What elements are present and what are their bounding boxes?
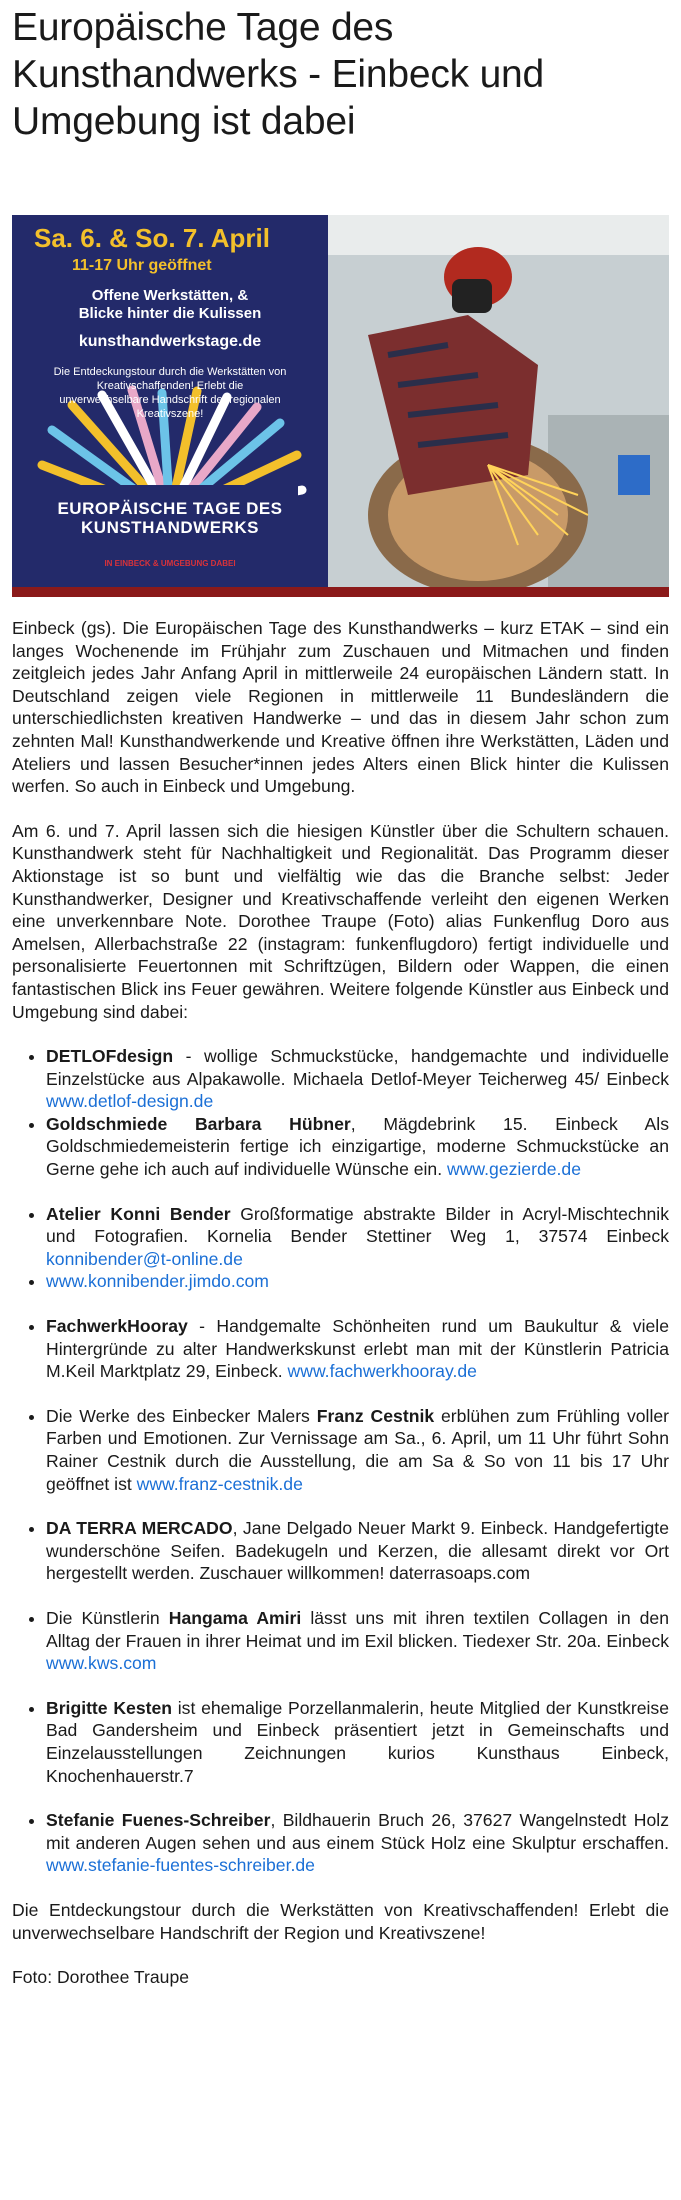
intro-paragraph: Einbeck (gs). Die Europäischen Tage des Kunsthandwerks – kurz ETAK – sind ein langes Wochenende im Frühjahr zum Zuschauen und Mitmachen und finden zeitgleich jedes Jahr Anfang April in mittlerweile 24 europäischen Ländern statt. In Deutschland zeigen viele Regionen in mittlerweile 11 Bundesländern die unterschiedlichsten kreativen Handwerke – und das in diesem Jahr schon zum zehnten Mal! Kunsthandwerkende und Kreative öffnen ihre Werkstätten, Läden und Ateliers und lassen Besucher*innen jedes Alters einen Blick hinter die Kulissen werfen. So auch in Einbeck und Umgebung. [12,618,669,797]
artist-link[interactable]: www.stefanie-fuentes-schreiber.de [46,1855,315,1876]
poster-url: kunsthandwerkstage.de [78,333,262,350]
hero-image [12,215,669,597]
artist-name: FachwerkHooray [46,1316,188,1337]
artist-description: erblühen zum Frühling voller Farben und Emotionen. Zur Vernissage am Sa., 6. April, um 11 Uhr führt Sohn Rainer Cestnik durch die Ausstellung, die am Sa & So von 11 bis 17 Uhr geöffnet ist [46,1405,669,1494]
closing-paragraph: Die Entdeckungstour durch die Werkstätten von Kreativschaffenden! Erlebt die unverwechselbare Handschrift der Region und Kreativszene! [12,1899,669,1943]
artist-name: Brigitte Kesten [46,1697,172,1718]
event-poster [12,215,328,587]
list-item [46,1270,669,1293]
poster-date: Sa. 6. & So. 7. April [34,223,270,253]
list-item [46,1697,669,1787]
article-title: Europäische Tage des Kunsthandwerks - Einbeck und Umgebung ist dabei [12,6,545,143]
artist-description: , Jane Delgado Neuer Markt 9. Einbeck. Handgefertigte wunderschöne Seifen. Badekugeln und Kerzen, die allesamt direkt vor Ort hergestellt werden. Zuschauer willkommen! daterrasoaps.com [46,1518,669,1584]
poster-subtitle: IN EINBECK & UMGEBUNG DABEI [104,559,236,568]
artist-link[interactable]: www.detlof-design.de [46,1091,214,1112]
list-item [46,1405,669,1495]
list-item [46,1203,669,1271]
poster-description: Die Entdeckungstour durch die Werkstätten von Kreativschaffenden! Erlebt die unverwechselbare Handschrift der regionalen Kreativszene! [53,366,287,420]
artist-description: Großformatige abstrakte Bilder in Acryl-Mischtechnik und Fotografien. Kornelia Bender Stettiner Weg 1, 37574 Einbeck [46,1203,670,1247]
artist-link[interactable]: www.konnibender.jimdo.com [46,1271,269,1292]
artist-description: lässt uns mit ihren textilen Collagen in den Alltag der Frauen in ihrer Heimat und im Exil blicken. Tiedexer Str. 20a. Einbeck [46,1607,669,1651]
list-item [46,1113,669,1181]
artist-name: Goldschmiede Barbara Hübner [46,1113,351,1134]
welder-illustration [328,215,669,587]
article-body [12,617,669,1989]
program-paragraph: Am 6. und 7. April lassen sich die hiesigen Künstler über die Schultern schauen. Kunsthandwerk steht für Nachhaltigkeit und Regionalität. Das Programm dieser Aktionstage ist so bunt und vielfältig wie das die Branche selbst: Jeder Kunsthandwerker, Designer und Kreativschaffende verleiht den eigenen Werken eine unverkennbare Note. Dorothee Traupe (Foto) alias Funkenflug Doro aus Amelsen, Allerbachstraße 22 (instagram: funkenflugdoro) fertigt individuelle und personalisierte Feuertonnen mit Schriftzügen, Bildern oder Wappen, die einen fantastischen Blick ins Feuer gewähren. Weitere folgende Künstler aus Einbeck und Umgebung sind dabei: [12,820,669,1022]
artist-description: , Mägdebrink 15. Einbeck Als Goldschmiedemeisterin fertige ich einzigartige, moderne Schmuckstücke an Gerne gehe ich auch auf individuelle Wünsche ein. [46,1113,669,1180]
list-item [46,1315,669,1383]
list-item [46,1045,669,1113]
artist-link[interactable]: www.kws.com [46,1653,157,1674]
artist-link[interactable]: www.gezierde.de [447,1159,581,1180]
list-item [46,1517,669,1585]
list-item [46,1809,669,1877]
artist-link[interactable]: www.fachwerkhooray.de [287,1361,477,1382]
artist-link[interactable]: konnibender@t-online.de [46,1248,243,1269]
poster-title: EUROPÄISCHE TAGE DES KUNSTHANDWERKS [57,499,283,537]
poster-time: 11-17 Uhr geöffnet [72,257,212,274]
artist-name: Atelier Konni Bender [46,1203,231,1224]
artist-link[interactable]: www.franz-cestnik.de [136,1473,303,1494]
artist-description: , Bildhauerin Bruch 26, 37627 Wangelnstedt Holz mit anderen Augen sehen und aus einem Stück Holz eine Skulptur erschaffen. [46,1810,670,1853]
poster-open-workshops: Offene Werkstätten, & Blicke hinter die Kulissen [78,287,262,322]
artist-name: DA TERRA MERCADO [46,1518,233,1539]
artist-description: - wollige Schmuckstücke, handgemachte und individuelle Einzelstücke aus Alpakawolle. Michaela Detlof-Meyer Teicherweg 45/ Einbeck [46,1046,669,1089]
artist-intro: Die Werke des Einbecker Malers [46,1405,317,1426]
artist-description: ist ehemalige Porzellanmalerin, heute Mitglied der Kunstkreise Bad Gandersheim und Einbeck präsentiert jetzt in Gemeinschafts und Einzelausstellungen Zeichnungen kurios Kunsthaus Einbeck, Knochenhauerstr.7 [46,1697,669,1786]
photo-credit: Foto: Dorothee Traupe [12,1967,190,1988]
artist-intro: Die Künstlerin [46,1607,169,1628]
welding-photo [328,215,669,587]
artist-description: - Handgemalte Schönheiten rund um Baukultur & viele Hintergründe zu alter Handwerkskunst erlebt man mit der Künstlerin Patricia M.Keil Marktplatz 29, Einbeck. [46,1316,669,1382]
artist-name: Stefanie Fuenes-Schreiber [46,1810,271,1831]
artist-name: DETLOFdesign [46,1046,174,1067]
hero-bottom-bar [12,587,669,597]
list-item [46,1607,669,1675]
artist-name: Hangama Amiri [168,1607,302,1628]
artist-list [12,1045,669,1877]
artist-name: Franz Cestnik [316,1405,435,1426]
